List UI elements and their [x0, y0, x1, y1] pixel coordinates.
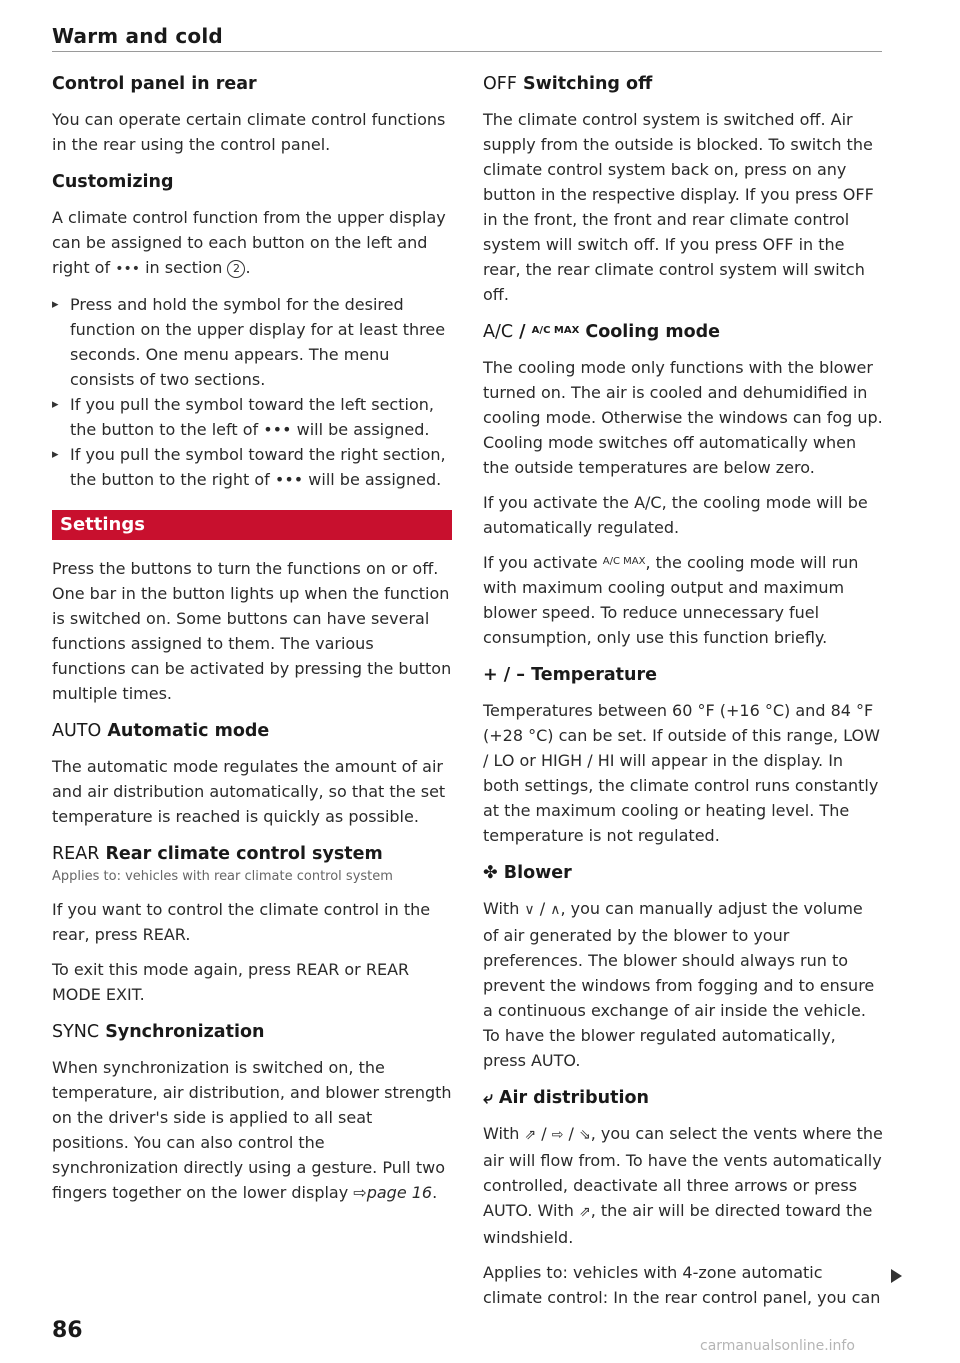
blower-text: With ∨ / ∧, you can manually adjust the volume of air generated by the blower to your preferences. The blower should always run to prevent the windows from fogging and to ensure a continuous exchange of air inside the vehicle. To have the blower regulated automatically, press AUTO.	[483, 899, 875, 1070]
air-distribution-title: Air distribution	[498, 1088, 649, 1108]
sync-text	[52, 1055, 452, 1205]
ac-heading: A/C / A/C MAX Cooling mode	[483, 322, 721, 342]
section-marker: 2	[227, 260, 245, 278]
step-item: ▸ Press and hold the symbol for the desired function on the upper display for at least three seconds. One menu appears. The menu consists of two sections.	[52, 292, 452, 392]
auto-title: Automatic mode	[107, 721, 270, 741]
rear-heading	[52, 842, 452, 867]
center-vent-icon: ⇨	[551, 1127, 564, 1143]
step-item: ▸ If you pull the symbol toward the left section, the button to the left of ••• will be assigned.	[52, 392, 452, 442]
auto-heading	[52, 719, 452, 744]
ac-title: Cooling mode	[585, 322, 721, 342]
windshield-vent-icon: ⇗	[578, 1204, 591, 1220]
customizing-text: A climate control function from the upper display can be assigned to each button on the left and right of ••• in section 2 .	[52, 208, 446, 277]
blower-text-part: With	[483, 899, 520, 918]
auto-code: AUTO	[52, 721, 102, 741]
blower-title: Blower	[503, 863, 572, 883]
temperature-text: Temperatures between 60 °F (+16 °C) and 84 °F (+28 °C) can be set. If outside of this range, LOW / LO or HIGH / HI will appear in the display. In both settings, the climate control runs constantly at the maximum cooling or heating level. The temperature is not regulated.	[483, 701, 880, 845]
rear-title: Rear climate control system	[105, 844, 383, 864]
footwell-vent-icon: ⇘	[579, 1127, 591, 1143]
page-link-arrow-icon: ⇨	[353, 1183, 367, 1202]
step-item: ▸ If you pull the symbol toward the right section, the button to the right of ••• will be assigned.	[52, 442, 452, 492]
air-text-part: , you can select the vents where the air will flow from. To have the vents automatically controlled, deactivate all three arrows or press AUTO. With	[483, 1124, 883, 1220]
customizing-text-part: A climate control function from the upper display can be assigned to each button on the left and right of	[52, 208, 446, 277]
off-heading	[483, 72, 883, 97]
off-title: Switching off	[523, 74, 653, 94]
ac-text-3-part: If you activate	[483, 553, 598, 572]
page-header-title: Warm and cold	[52, 24, 223, 48]
air-applies-text: Applies to: vehicles with 4-zone automatic climate control: In the rear control panel, you can	[483, 1263, 881, 1307]
air-text-part: , the air will be directed toward the windshield.	[483, 1201, 873, 1247]
rear-applies-note: Applies to: vehicles with rear climate control system	[52, 869, 393, 884]
control-panel-heading: Control panel in rear	[52, 74, 257, 94]
ac-text-3	[483, 550, 883, 650]
air-distribution-heading	[483, 1086, 883, 1111]
off-text: The climate control system is switched off. Air supply from the outside is blocked. To switch the climate control system back on, press on any button in the respective display. If you press OFF in the front, the front and rear climate control system will switch off. If you press OFF in the rear, the rear climate control system will switch off.	[483, 110, 874, 304]
sync-heading	[52, 1020, 452, 1045]
chevron-down-icon: ∨	[524, 902, 535, 918]
ac-text-3-part: , the cooling mode will run with maximum cooling output and maximum blower speed. To reduce unnecessary fuel consumption, only use this function briefly.	[483, 553, 859, 647]
sync-text-body: When synchronization is switched on, the temperature, air distribution, and blower strength on the driver's side is applied to all seat positions. You can also control the synchronization directly using a gesture. Pull two fingers together on the lower display	[52, 1058, 452, 1202]
sync-code: SYNC	[52, 1022, 100, 1042]
page-link[interactable]: page 16	[366, 1183, 433, 1202]
rear-text-2: To exit this mode again, press REAR or REAR MODE EXIT.	[52, 960, 410, 1004]
air-distribution-text: With ⇗ / ⇨ / ⇘, you can select the vents where the air will flow from. To have the vents automatically controlled, deactivate all three arrows or press AUTO. With ⇗, the air will be directed toward the windshield.	[483, 1124, 883, 1247]
customizing-heading: Customizing	[52, 172, 174, 192]
settings-banner: Settings	[52, 510, 452, 540]
customizing-text-part: in section	[145, 258, 223, 277]
next-page-arrow-icon	[891, 1269, 902, 1283]
air-text-part: With	[483, 1124, 520, 1143]
temperature-heading: + / – Temperature	[483, 665, 657, 685]
sync-title: Synchronization	[105, 1022, 265, 1042]
ac-text-1: The cooling mode only functions with the blower turned on. The air is cooled and dehumidified in cooling mode. Otherwise the windows can fog up. Cooling mode switches off automatically when the outside temperatures are below zero.	[483, 358, 883, 477]
air-distribution-icon: ⤶	[483, 1088, 493, 1108]
ac-text-2: If you activate the A/C, the cooling mode will be automatically regulated.	[483, 493, 868, 537]
rear-text-1: If you want to control the climate control in the rear, press REAR.	[52, 900, 431, 944]
control-panel-text: You can operate certain climate control functions in the rear using the control panel.	[52, 110, 446, 154]
left-column	[52, 72, 452, 1205]
header-divider	[52, 51, 882, 52]
sync-text-end: .	[432, 1183, 438, 1202]
blower-heading	[483, 861, 883, 886]
windshield-vent-icon: ⇗	[524, 1127, 537, 1143]
ac-code: A/C	[483, 322, 514, 342]
customizing-steps	[52, 292, 452, 492]
ac-max-icon: A/C MAX	[531, 325, 580, 336]
right-column	[483, 72, 883, 1310]
chevron-up-icon: ∧	[550, 902, 561, 918]
blower-text-part: , you can manually adjust the volume of air generated by the blower to your preferences. The blower should always run to prevent the windows from fogging and to ensure a continuous exchange of air inside the vehicle. To have the blower regulated automatically, press AUTO.	[483, 899, 875, 1070]
watermark: carmanualsonline.info	[700, 1338, 855, 1354]
blower-fan-icon: ✤	[483, 863, 498, 883]
off-code: OFF	[483, 74, 517, 94]
rear-code: REAR	[52, 844, 100, 864]
page-number: 86	[52, 1318, 83, 1343]
ac-max-icon: A/C MAX	[602, 556, 646, 567]
more-dots-icon: •••	[115, 261, 140, 277]
settings-text: Press the buttons to turn the functions on or off. One bar in the button lights up when the function is switched on. Some buttons can have several functions assigned to them. The various functions can be activated by pressing the button multiple times.	[52, 559, 452, 703]
auto-text: The automatic mode regulates the amount of air and air distribution automatically, so that the set temperature is reached is quickly as possible.	[52, 757, 446, 826]
